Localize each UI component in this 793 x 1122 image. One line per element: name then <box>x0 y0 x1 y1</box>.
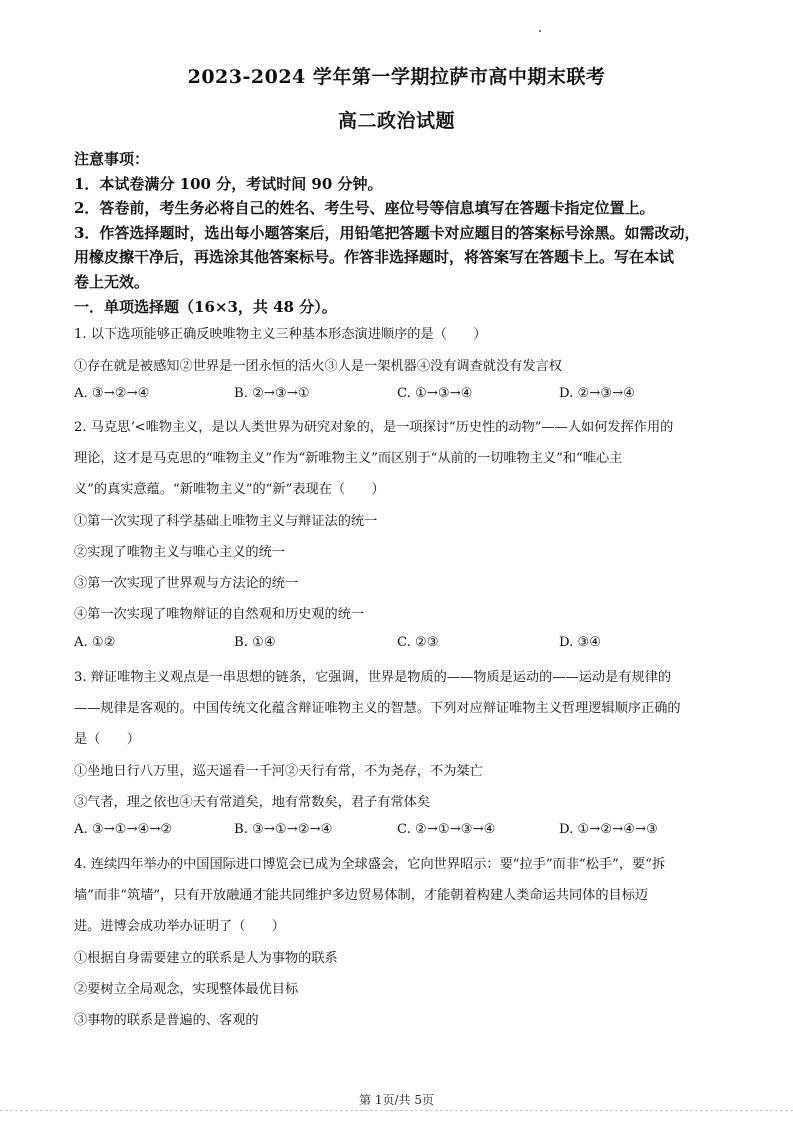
q3-stem-line: 3. 辩证唯物主义观点是一串思想的链条，它强调，世界是物质的——物质是运动的——运动是有规律的 <box>74 670 672 685</box>
q2-item: ①第一次实现了科学基础上唯物主义与辩证法的统一 <box>74 514 378 529</box>
q3-option-a: A. ③→①→④→② <box>74 822 173 837</box>
q4-stem-line: 进。进博会成功举办证明了（ ） <box>74 919 285 934</box>
q1-option-c: C. ①→③→④ <box>397 386 473 401</box>
q2-stem-line: 2. 马克思ʼ<唯物主义，是以人类世界为研究对象的，是一项探讨“历史性的动物”——人如何发挥作用的 <box>74 420 674 435</box>
q1-option-b: B. ②→③→① <box>234 386 310 401</box>
notice-item: 1．本试卷满分 100 分，考试时间 90 分钟。 <box>74 175 383 193</box>
q3-option-b: B. ③→①→②→④ <box>234 822 333 837</box>
page-divider <box>0 1110 793 1111</box>
q2-option-a: A. ①② <box>74 635 116 650</box>
notice-heading: 注意事项： <box>74 150 150 168</box>
q4-item: ②要树立全局观念，实现整体最优目标 <box>74 982 299 997</box>
q1-items: ①存在就是被感知②世界是一团永恒的活火③人是一架机器④没有调查就没有发言权 <box>74 359 562 374</box>
q2-stem-line: 义”的真实意蕴。“新唯物主义”的“新”表现在（ ） <box>74 482 385 497</box>
q2-stem-line: 理论，这才是马克思的“唯物主义”作为“新唯物主义”而区别于“从前的一切唯物主义”和“唯心主 <box>74 451 623 466</box>
q1-stem: 1. 以下选项能够正确反映唯物主义三种基本形态演进顺序的是（ ） <box>74 327 487 342</box>
notice-item: 用橡皮擦干净后，再选涂其他答案标号。作答非选择题时，将答案写在答题卡上。写在本试 <box>74 248 675 266</box>
exam-subtitle: 高二政治试题 <box>337 110 455 132</box>
q3-stem-line: ——规律是客观的。中国传统文化蕴含辩证唯物主义的智慧。下列对应辩证唯物主义哲理逻辑顺序正确的 <box>74 701 681 716</box>
q3-item: ③气者，理之依也④天有常道矣，地有常数矣，君子有常体矣 <box>74 795 431 810</box>
q4-stem-line: 墙”而非“筑墙”，只有开放融通才能共同维护多边贸易体制，才能朝着构建人类命运共同体的目标迈 <box>74 888 649 903</box>
q1-option-a: A. ③→②→④ <box>74 386 150 401</box>
q2-option-c: C. ②③ <box>397 635 439 650</box>
section-heading: 一．单项选择题（16×3，共 48 分）。 <box>74 298 337 316</box>
notice-item: 3．作答选择题时，选出每小题答案后，用铅笔把答题卡对应题目的答案标号涂黑。如需改动， <box>74 224 700 242</box>
q4-item: ③事物的联系是普遍的、客观的 <box>74 1013 259 1028</box>
q4-stem-line: 4. 连续四年举办的中国国际进口博览会已成为全球盛会，它向世界昭示：要“拉手”而非“松手”，要“拆 <box>74 857 666 872</box>
q4-item: ①根据自身需要建立的联系是人为事物的联系 <box>74 951 338 966</box>
page-number: 第 1页/共 5页 <box>359 1093 434 1107</box>
q2-option-b: B. ①④ <box>234 635 276 650</box>
notice-item: 2．答卷前，考生务必将自己的姓名、考生号、座位号等信息填写在答题卡指定位置上。 <box>74 199 655 217</box>
exam-title: 2023-2024 学年第一学期拉萨市高中期末联考 <box>187 66 606 88</box>
scan-dot <box>539 30 541 32</box>
q2-item: ②实现了唯物主义与唯心主义的统一 <box>74 545 285 560</box>
q2-item: ④第一次实现了唯物辩证的自然观和历史观的统一 <box>74 607 365 622</box>
q3-stem-line: 是（ ） <box>74 732 140 747</box>
notice-item: 卷上无效。 <box>74 273 150 291</box>
q2-item: ③第一次实现了世界观与方法论的统一 <box>74 576 299 591</box>
q2-option-d: D. ③④ <box>559 635 602 650</box>
q3-option-d: D. ①→②→④→③ <box>559 822 658 837</box>
q1-option-d: D. ②→③→④ <box>559 386 636 401</box>
q3-item: ①坐地日行八万里，巡天遥看一千河②天行有常，不为尧存，不为桀亡 <box>74 764 483 779</box>
q3-option-c: C. ②→①→③→④ <box>397 822 496 837</box>
